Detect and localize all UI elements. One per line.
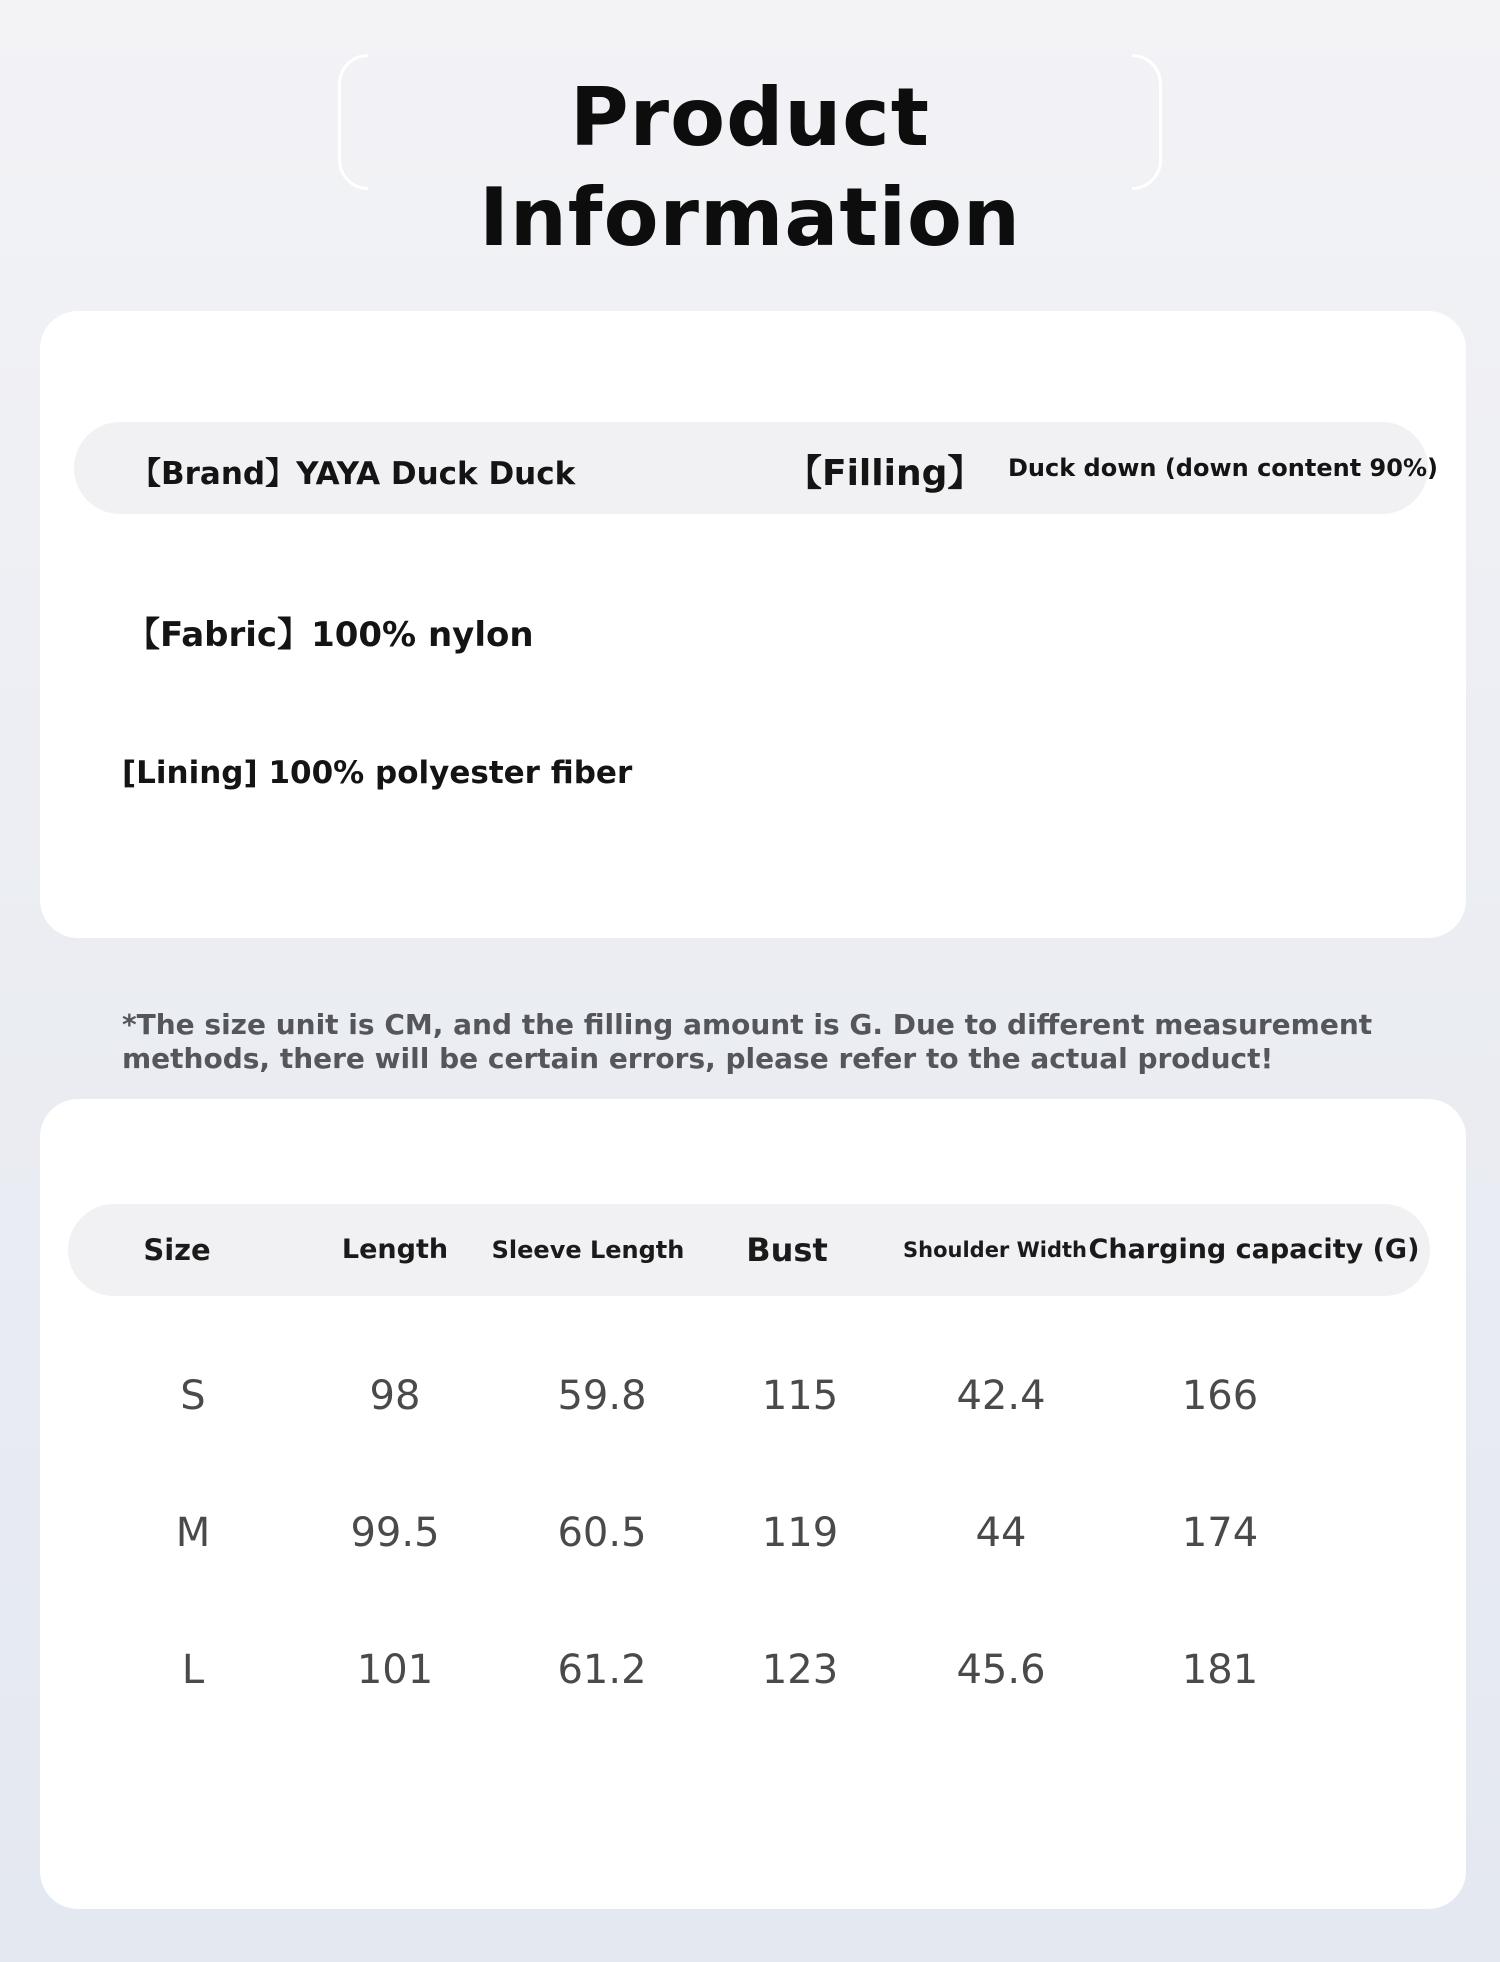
header-charging-capacity: Charging capacity (G) — [1088, 1234, 1420, 1265]
page-title: Product Information — [479, 71, 1021, 264]
brand-text: 【Brand】YAYA Duck Duck — [130, 456, 576, 492]
cell-shoulder-width: 45.6 — [956, 1647, 1046, 1693]
cell-shoulder-width: 42.4 — [956, 1373, 1046, 1419]
cell-length: 98 — [369, 1373, 421, 1419]
cell-length: 101 — [356, 1647, 434, 1693]
size-table-card — [40, 1099, 1466, 1909]
lining-text: [Lining] 100% polyester fiber — [122, 755, 633, 791]
size-note: *The size unit is CM, and the filling amount is G. Due to different measurement methods, there will be certain errors, please refer to the actual product! — [122, 1008, 1373, 1075]
header-shoulder-width: Shoulder Width — [903, 1238, 1087, 1262]
cell-sleeve-length: 60.5 — [557, 1510, 647, 1556]
cell-bust: 123 — [761, 1647, 839, 1693]
cell-size: M — [175, 1510, 211, 1556]
cell-charging-capacity: 166 — [1181, 1373, 1259, 1419]
cell-length: 99.5 — [350, 1510, 440, 1556]
cell-bust: 119 — [761, 1510, 839, 1556]
header-length: Length — [341, 1234, 449, 1265]
cell-charging-capacity: 181 — [1181, 1647, 1259, 1693]
filling-label: 【Filling】 — [786, 453, 984, 494]
header-size: Size — [143, 1233, 211, 1267]
cell-shoulder-width: 44 — [975, 1510, 1027, 1556]
cell-size: L — [181, 1647, 205, 1693]
cell-size: S — [180, 1373, 206, 1419]
product-info-card — [40, 311, 1466, 938]
title-frame — [338, 54, 1162, 264]
header-bust: Bust — [746, 1231, 828, 1269]
header-sleeve-length: Sleeve Length — [491, 1236, 685, 1264]
cell-sleeve-length: 61.2 — [557, 1647, 647, 1693]
cell-sleeve-length: 59.8 — [557, 1373, 647, 1419]
cell-bust: 115 — [761, 1373, 839, 1419]
fabric-text: 【Fabric】100% nylon — [126, 615, 534, 655]
filling-value: Duck down (down content 90%) — [1008, 454, 1438, 482]
cell-charging-capacity: 174 — [1181, 1510, 1259, 1556]
